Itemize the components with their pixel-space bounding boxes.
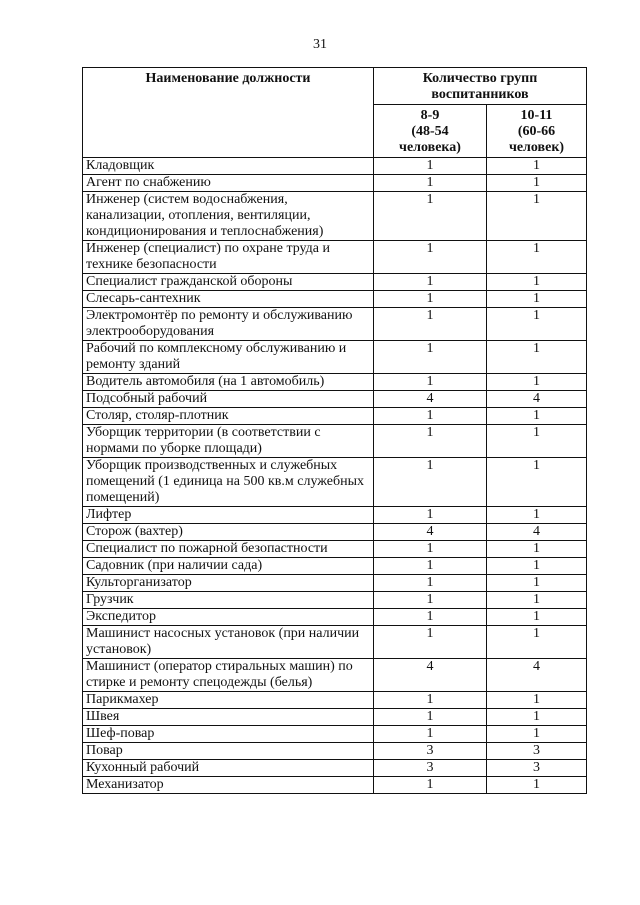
count-8-9-cell: 1	[374, 291, 487, 308]
count-8-9-cell: 1	[374, 175, 487, 192]
count-8-9-cell: 4	[374, 391, 487, 408]
count-10-11-cell: 4	[487, 524, 587, 541]
count-8-9-cell: 1	[374, 609, 487, 626]
position-cell: Кухонный рабочий	[83, 760, 374, 777]
count-10-11-cell: 1	[487, 308, 587, 341]
position-cell: Водитель автомобиля (на 1 автомобиль)	[83, 374, 374, 391]
count-10-11-cell: 3	[487, 760, 587, 777]
position-cell: Шеф-повар	[83, 726, 374, 743]
position-cell: Уборщик производственных и служебных помещений (1 единица на 500 кв.м служебных помещений)	[83, 458, 374, 507]
count-8-9-cell: 1	[374, 541, 487, 558]
position-cell: Уборщик территории (в соответствии с нормами по уборке площади)	[83, 425, 374, 458]
position-cell: Культорганизатор	[83, 575, 374, 592]
position-cell: Повар	[83, 743, 374, 760]
count-8-9-cell: 1	[374, 374, 487, 391]
count-8-9-cell: 1	[374, 575, 487, 592]
groups-header-line: воспитанников	[431, 87, 529, 102]
table-row	[83, 692, 587, 709]
position-cell: Парикмахер	[83, 692, 374, 709]
table-header-row	[83, 68, 587, 105]
groups-header-line: Количество групп	[422, 71, 538, 86]
staff-table	[82, 67, 587, 794]
position-cell: Механизатор	[83, 777, 374, 794]
table-row	[83, 192, 587, 241]
count-8-9-cell: 1	[374, 458, 487, 507]
count-10-11-cell: 1	[487, 592, 587, 609]
count-8-9-cell: 1	[374, 592, 487, 609]
table-row	[83, 777, 587, 794]
count-8-9-cell: 1	[374, 692, 487, 709]
position-cell: Садовник (при наличии сада)	[83, 558, 374, 575]
count-8-9-cell: 1	[374, 192, 487, 241]
count-10-11-cell: 1	[487, 158, 587, 175]
table-row	[83, 391, 587, 408]
position-cell: Подсобный рабочий	[83, 391, 374, 408]
count-8-9-cell: 3	[374, 743, 487, 760]
position-cell: Инженер (систем водоснабжения, канализации, отопления, вентиляции, кондиционирования и теплоснабжения)	[83, 192, 374, 241]
table-row	[83, 743, 587, 760]
groups-column-header	[374, 68, 587, 105]
count-8-9-cell: 1	[374, 507, 487, 524]
position-cell: Электромонтёр по ремонту и обслуживанию электрооборудования	[83, 308, 374, 341]
count-8-9-cell: 1	[374, 241, 487, 274]
table-row	[83, 175, 587, 192]
count-8-9-cell: 1	[374, 425, 487, 458]
table-row	[83, 524, 587, 541]
subheader-line: 8-9	[420, 108, 440, 123]
position-cell: Швея	[83, 709, 374, 726]
position-cell: Кладовщик	[83, 158, 374, 175]
count-8-9-cell: 1	[374, 274, 487, 291]
count-10-11-cell: 1	[487, 291, 587, 308]
table-row	[83, 558, 587, 575]
position-column-header: Наименование должности	[83, 68, 374, 158]
position-cell: Инженер (специалист) по охране труда и технике безопасности	[83, 241, 374, 274]
position-cell: Рабочий по комплексному обслуживанию и ремонту зданий	[83, 341, 374, 374]
count-8-9-cell: 3	[374, 760, 487, 777]
count-10-11-cell: 1	[487, 609, 587, 626]
count-8-9-cell: 1	[374, 709, 487, 726]
count-10-11-cell: 1	[487, 274, 587, 291]
count-8-9-cell: 1	[374, 558, 487, 575]
count-10-11-cell: 4	[487, 659, 587, 692]
count-10-11-cell: 1	[487, 374, 587, 391]
table-row	[83, 609, 587, 626]
table-row	[83, 659, 587, 692]
subheader-line: (60-66	[517, 124, 556, 139]
position-cell: Специалист гражданской обороны	[83, 274, 374, 291]
table-row	[83, 308, 587, 341]
position-cell: Экспедитор	[83, 609, 374, 626]
table-row	[83, 626, 587, 659]
count-10-11-cell: 1	[487, 541, 587, 558]
count-10-11-cell: 1	[487, 341, 587, 374]
table-row	[83, 158, 587, 175]
count-10-11-cell: 1	[487, 709, 587, 726]
count-8-9-cell: 1	[374, 158, 487, 175]
position-cell: Слесарь-сантехник	[83, 291, 374, 308]
subheader-line: (48-54	[411, 124, 449, 139]
position-cell: Сторож (вахтер)	[83, 524, 374, 541]
table-row	[83, 541, 587, 558]
position-cell: Грузчик	[83, 592, 374, 609]
count-10-11-cell: 1	[487, 175, 587, 192]
table-row	[83, 291, 587, 308]
position-cell: Машинист (оператор стиральных машин) по стирке и ремонту спецодежды (белья)	[83, 659, 374, 692]
count-10-11-cell: 1	[487, 626, 587, 659]
page-number: 31	[313, 37, 327, 52]
count-10-11-cell: 1	[487, 726, 587, 743]
position-cell: Столяр, столяр-плотник	[83, 408, 374, 425]
table-row	[83, 507, 587, 524]
table-row	[83, 458, 587, 507]
count-10-11-cell: 1	[487, 692, 587, 709]
count-8-9-cell: 1	[374, 408, 487, 425]
count-10-11-cell: 4	[487, 391, 587, 408]
count-10-11-cell: 1	[487, 777, 587, 794]
subheader-line: 10-11	[520, 108, 553, 123]
subheader-line: человек)	[508, 140, 565, 155]
table-row	[83, 575, 587, 592]
table-row	[83, 274, 587, 291]
table-row	[83, 341, 587, 374]
table-row	[83, 592, 587, 609]
count-10-11-cell: 1	[487, 425, 587, 458]
groups-10-11-header	[487, 105, 587, 158]
count-10-11-cell: 1	[487, 575, 587, 592]
position-cell: Машинист насосных установок (при наличии установок)	[83, 626, 374, 659]
count-8-9-cell: 1	[374, 341, 487, 374]
count-8-9-cell: 1	[374, 626, 487, 659]
count-10-11-cell: 3	[487, 743, 587, 760]
table-row	[83, 760, 587, 777]
count-8-9-cell: 4	[374, 659, 487, 692]
subheader-line: человека)	[399, 140, 461, 155]
table-row	[83, 709, 587, 726]
count-10-11-cell: 1	[487, 458, 587, 507]
table-row	[83, 374, 587, 391]
table-row	[83, 726, 587, 743]
count-10-11-cell: 1	[487, 241, 587, 274]
table-row	[83, 425, 587, 458]
position-cell: Агент по снабжению	[83, 175, 374, 192]
count-8-9-cell: 1	[374, 777, 487, 794]
groups-8-9-header	[374, 105, 487, 158]
count-10-11-cell: 1	[487, 408, 587, 425]
count-8-9-cell: 1	[374, 726, 487, 743]
position-cell: Лифтер	[83, 507, 374, 524]
count-10-11-cell: 1	[487, 558, 587, 575]
count-10-11-cell: 1	[487, 507, 587, 524]
table-row	[83, 241, 587, 274]
count-8-9-cell: 4	[374, 524, 487, 541]
table-row	[83, 408, 587, 425]
count-8-9-cell: 1	[374, 308, 487, 341]
position-cell: Специалист по пожарной безопастности	[83, 541, 374, 558]
count-10-11-cell: 1	[487, 192, 587, 241]
